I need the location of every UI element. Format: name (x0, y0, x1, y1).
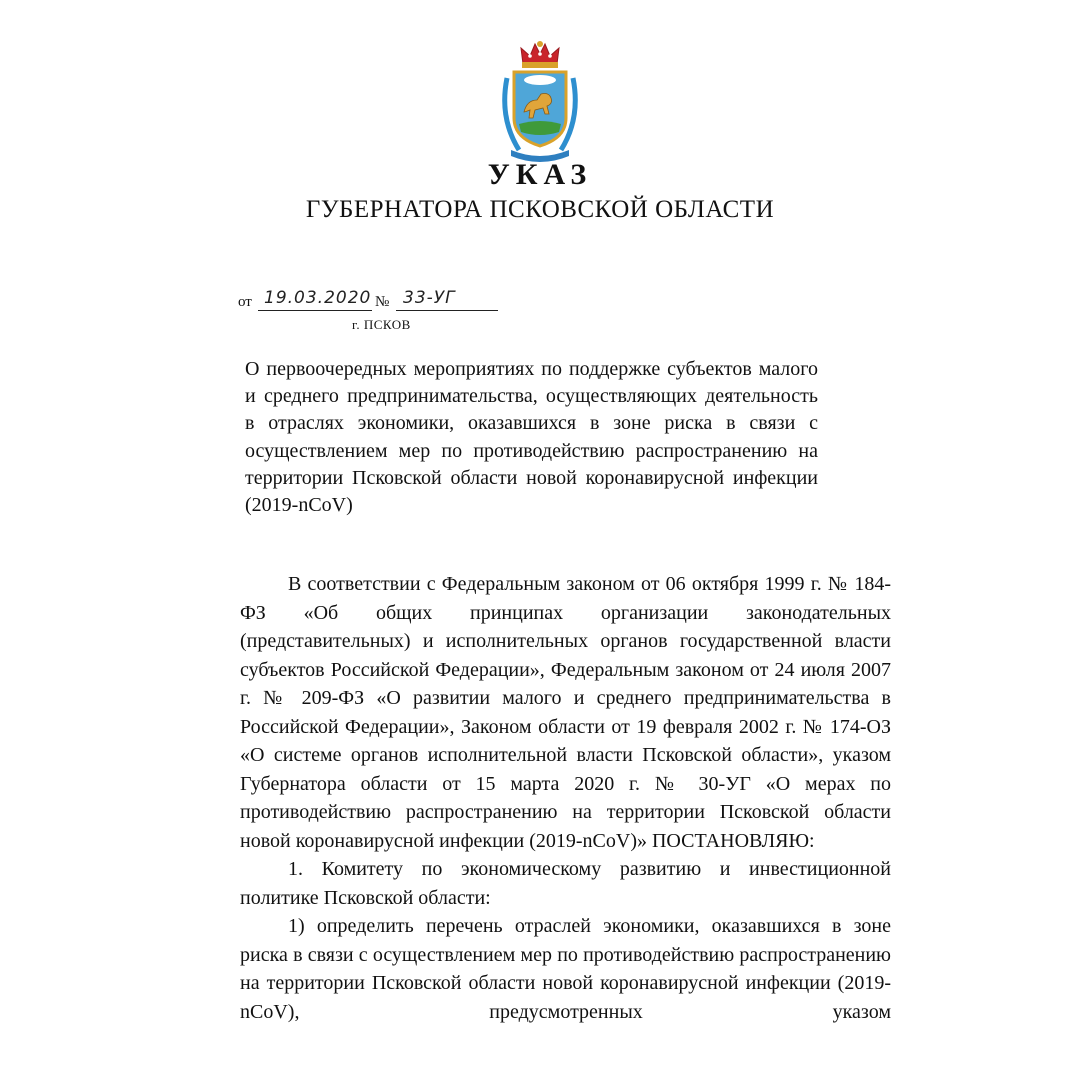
document-heading: О первоочередных мероприятиях по поддержке субъектов малого и среднего предпринимательства, осуществляющих деятельность в отраслях экономики, оказавшихся в зоне риска в связи с осуществлением мер по противодействию распространению на территории Псковской области новой коронавирусной инфекции (2019-nCoV) (245, 358, 818, 517)
paragraph-item-1: 1. Комитету по экономическому развитию и инвестиционной политике Псковской области: (240, 858, 891, 909)
city: г. ПСКОВ (352, 317, 411, 332)
pskov-oblast-coat-of-arms-icon (497, 38, 583, 166)
date-number-line (238, 288, 508, 318)
paragraph-item-1-1: 1) определить перечень отраслей экономики, оказавшихся в зоне риска в связи с осуществлением мер по противодействию распространению на территории Псковской области новой коронавирусной инфекции (2019-nCoV), предусмотренных указом (240, 915, 891, 1023)
number-underline (396, 310, 498, 311)
document-title: УКАЗ (487, 158, 593, 191)
document-body (240, 570, 891, 1026)
number-prefix: № (375, 294, 390, 310)
date-underline (258, 310, 372, 311)
number-value: 33-УГ (403, 288, 456, 308)
document-subtitle: ГУБЕРНАТОРА ПСКОВСКОЙ ОБЛАСТИ (305, 196, 775, 223)
date-prefix: от (238, 294, 252, 310)
paragraph-preamble: В соответствии с Федеральным законом от 06 октября 1999 г. № 184-ФЗ «Об общих принципах организации законодательных (представительных) и исполнительных органов государственной власти субъектов Российской Федерации», Федеральным законом от 24 июля 2007 г. № 209-ФЗ «О развитии малого и среднего предпринимательства в Российской Федерации», Законом области от 19 февраля 2002 г. № 174-ОЗ «О системе органов исполнительной власти Псковской области», указом Губернатора области от 15 марта 2020 г. № 30-УГ «О мерах по противодействию распространению на территории Псковской области новой коронавирусной инфекции (2019-nCoV)» ПОСТАНОВЛЯЮ: (240, 573, 891, 852)
date-value: 19.03.2020 (264, 288, 372, 308)
